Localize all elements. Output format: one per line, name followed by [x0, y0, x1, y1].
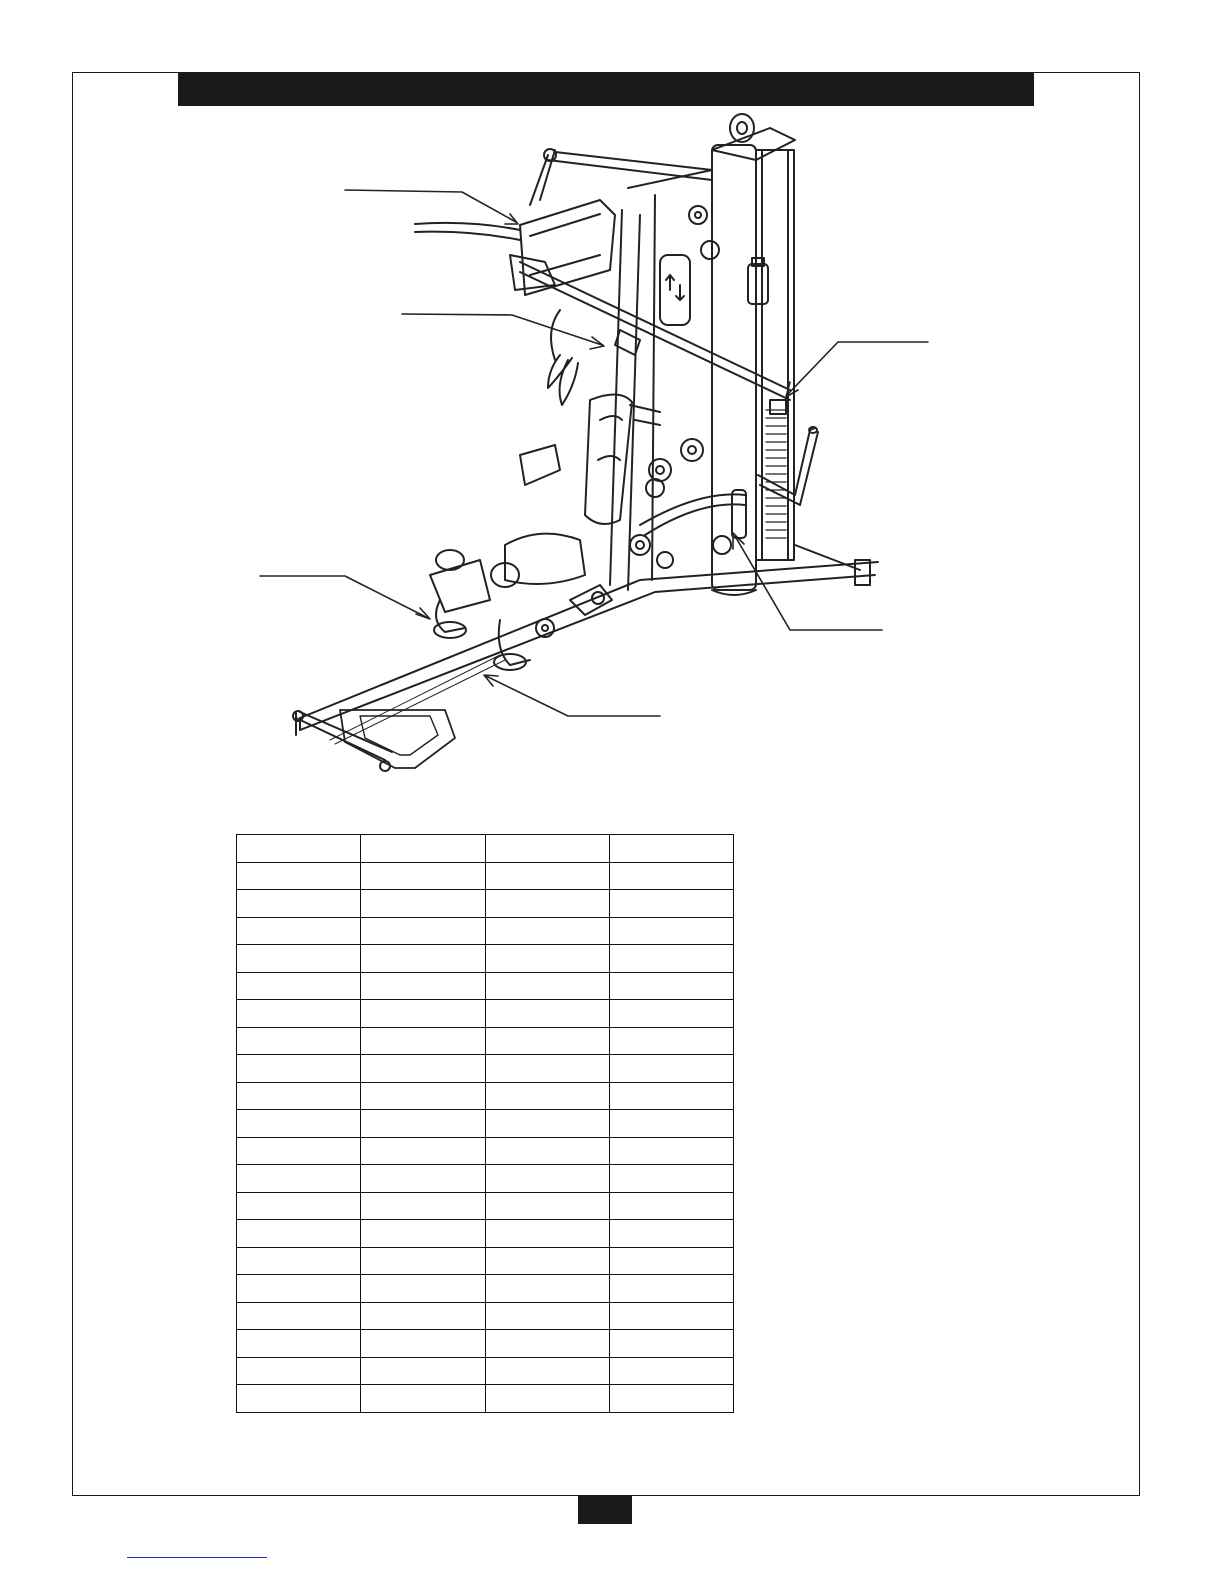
table-cell — [485, 972, 609, 1000]
table-cell — [609, 945, 733, 973]
table-cell — [609, 1027, 733, 1055]
table-row — [237, 1082, 734, 1110]
table-cell — [485, 1302, 609, 1330]
table-cell — [361, 1192, 485, 1220]
table-cell — [609, 1385, 733, 1413]
weight-stack-tower — [712, 114, 818, 595]
table-cell — [609, 890, 733, 918]
table-row — [237, 1385, 734, 1413]
table-row — [237, 1275, 734, 1303]
table-cell — [609, 1247, 733, 1275]
table-cell — [237, 1220, 361, 1248]
table-row — [237, 1137, 734, 1165]
table-cell — [485, 1385, 609, 1413]
table-cell — [609, 1055, 733, 1083]
table-cell — [237, 945, 361, 973]
table-cell — [237, 1082, 361, 1110]
table-cell — [237, 890, 361, 918]
table-cell — [609, 1137, 733, 1165]
table-cell — [361, 1357, 485, 1385]
table-cell — [237, 1110, 361, 1138]
table-cell — [609, 1275, 733, 1303]
table-cell — [237, 1000, 361, 1028]
page-number-tab — [578, 1496, 632, 1524]
table-cell — [361, 835, 485, 863]
table-cell — [609, 1220, 733, 1248]
table-cell — [237, 1385, 361, 1413]
table-cell — [485, 1192, 609, 1220]
table-row — [237, 1000, 734, 1028]
table-cell — [237, 1302, 361, 1330]
seat-and-backrest — [430, 394, 746, 670]
table-cell — [485, 1000, 609, 1028]
table-row — [237, 1247, 734, 1275]
table-cell — [361, 1027, 485, 1055]
table-cell — [609, 835, 733, 863]
table-row — [237, 1302, 734, 1330]
table-cell — [361, 890, 485, 918]
table-cell — [361, 1385, 485, 1413]
table-row — [237, 1165, 734, 1193]
table-row — [237, 862, 734, 890]
table-cell — [485, 1137, 609, 1165]
table-cell — [485, 1027, 609, 1055]
table-cell — [609, 1357, 733, 1385]
table-cell — [609, 862, 733, 890]
table-cell — [237, 835, 361, 863]
table-cell — [237, 917, 361, 945]
footer-link[interactable] — [127, 1557, 267, 1558]
table-cell — [237, 1330, 361, 1358]
table-row — [237, 972, 734, 1000]
table-cell — [485, 917, 609, 945]
table-row — [237, 835, 734, 863]
table-cell — [361, 945, 485, 973]
table-cell — [485, 1330, 609, 1358]
table-row — [237, 1330, 734, 1358]
table-cell — [237, 1357, 361, 1385]
table-cell — [361, 1110, 485, 1138]
table-row — [237, 1027, 734, 1055]
table-cell — [361, 1220, 485, 1248]
table-row — [237, 1220, 734, 1248]
table-cell — [237, 1027, 361, 1055]
table-cell — [485, 862, 609, 890]
table-cell — [361, 862, 485, 890]
table-row — [237, 1192, 734, 1220]
table-cell — [361, 1247, 485, 1275]
table-cell — [609, 1082, 733, 1110]
press-arms — [415, 200, 790, 405]
table-cell — [485, 835, 609, 863]
table-cell — [361, 1275, 485, 1303]
table-row — [237, 1055, 734, 1083]
table-cell — [237, 1275, 361, 1303]
table-cell — [609, 972, 733, 1000]
table-cell — [485, 1055, 609, 1083]
table-cell — [485, 890, 609, 918]
table-cell — [237, 862, 361, 890]
table-cell — [609, 1302, 733, 1330]
table-cell — [361, 1055, 485, 1083]
table-cell — [609, 1000, 733, 1028]
table-cell — [361, 1165, 485, 1193]
table-cell — [485, 1082, 609, 1110]
table-cell — [361, 1302, 485, 1330]
table-cell — [609, 1330, 733, 1358]
table-cell — [237, 1165, 361, 1193]
base-frame — [293, 545, 878, 771]
table-cell — [609, 1110, 733, 1138]
table-row — [237, 890, 734, 918]
table-cell — [485, 1220, 609, 1248]
table-cell — [485, 1275, 609, 1303]
table-cell — [237, 972, 361, 1000]
table-cell — [609, 917, 733, 945]
table-cell — [237, 1137, 361, 1165]
table-cell — [237, 1247, 361, 1275]
table-row — [237, 917, 734, 945]
table-cell — [237, 1192, 361, 1220]
table-cell — [485, 1110, 609, 1138]
table-cell — [361, 1082, 485, 1110]
table-cell — [609, 1192, 733, 1220]
table-cell — [361, 1137, 485, 1165]
table-cell — [485, 1247, 609, 1275]
callout-leaders — [260, 190, 928, 716]
table-row — [237, 1110, 734, 1138]
table-row — [237, 945, 734, 973]
table-cell — [485, 1357, 609, 1385]
table-cell — [485, 1165, 609, 1193]
table-cell — [361, 972, 485, 1000]
table-cell — [361, 1330, 485, 1358]
table-cell — [237, 1055, 361, 1083]
table-cell — [609, 1165, 733, 1193]
table-row — [237, 1357, 734, 1385]
table-cell — [485, 945, 609, 973]
table-cell — [361, 917, 485, 945]
parts-table — [236, 834, 734, 1413]
table-cell — [361, 1000, 485, 1028]
